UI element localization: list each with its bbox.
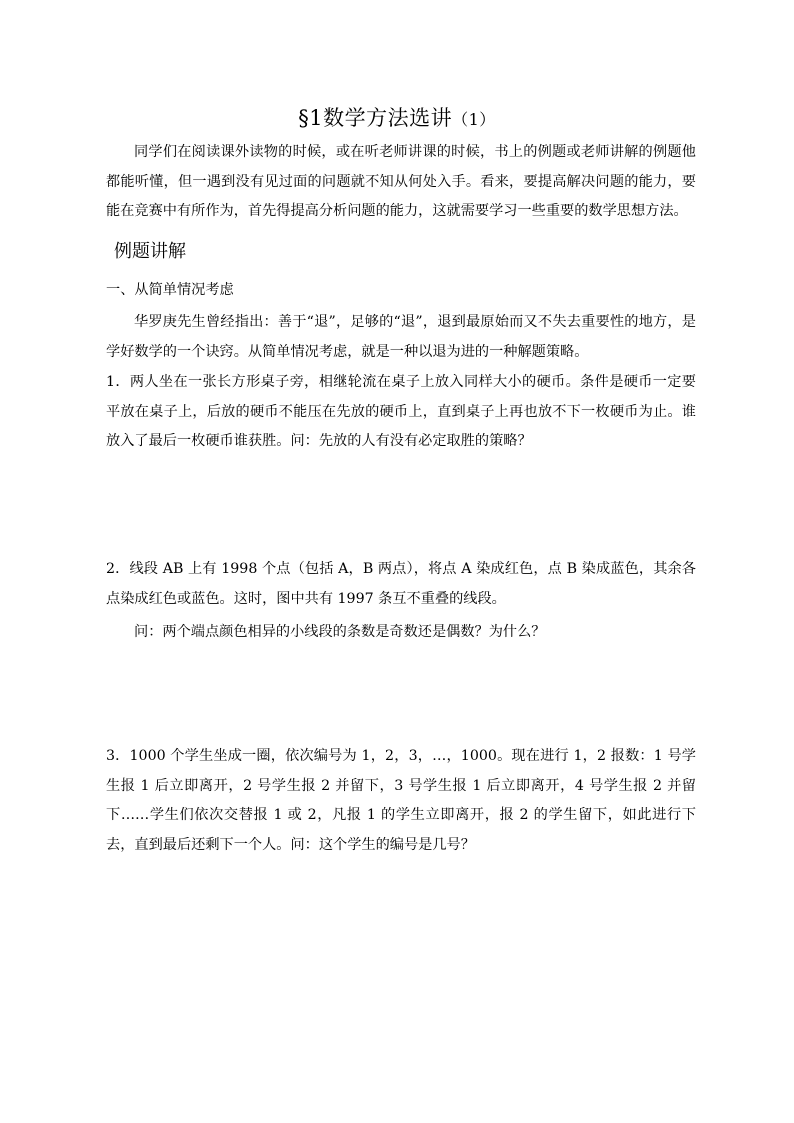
problem-2-question: 问：两个端点颜色相异的小线段的条数是奇数还是偶数？为什么？ [134, 624, 546, 640]
section-heading: 例题讲解 [114, 241, 186, 262]
problem-3: 3．1000 个学生坐成一圈，依次编号为 1，2，3，…，1000。现在进行 1，2 报数：1 号学生报 1 后立即离开，2 号学生报 2 并留下，3 号学生报 1 后立即离开，4 号学生报 2 并留下……学生们依次交替报 1 或 2，凡报 1 的学生立即离开，报 2 的学生留下，如此进行下去，直到最后还剩下一个人。问：这个学生的编号是几号？ [106, 748, 696, 853]
subsection-intro-paragraph: 华罗庚先生曾经指出：善于“退”，足够的“退”，退到最原始而又不失去重要性的地方，是学好数学的一个诀窍。从简单情况考虑，就是一种以退为进的一种解题策略。 [106, 314, 696, 360]
document-title [0, 104, 794, 134]
intro-paragraph: 同学们在阅读课外读物的时候，或在听老师讲课的时候，书上的例题或老师讲解的例题他都能听懂，但一遇到没有见过面的问题就不知从何处入手。看来，要提高解决问题的能力，要能在竞赛中有所作为，首先得提高分析问题的能力，这就需要学习一些重要的数学思想方法。 [106, 144, 696, 220]
subsection-heading: 一、从简单情况考虑 [106, 282, 234, 298]
problem-1: 1．两人坐在一张长方形桌子旁，相继轮流在桌子上放入同样大小的硬币。条件是硬币一定要平放在桌子上，后放的硬币不能压在先放的硬币上，直到桌子上再也放不下一枚硬币为止。谁放入了最后一枚硬币谁获胜。问：先放的人有没有必定取胜的策略？ [106, 374, 696, 450]
problem-2: 2．线段 AB 上有 1998 个点（包括 A，B 两点），将点 A 染成红色，点 B 染成蓝色，其余各点染成红色或蓝色。这时，图中共有 1997 条互不重叠的线段。 [106, 561, 696, 607]
title-main: §1数学方法选讲 [298, 106, 453, 130]
title-suffix: （1） [452, 110, 496, 129]
